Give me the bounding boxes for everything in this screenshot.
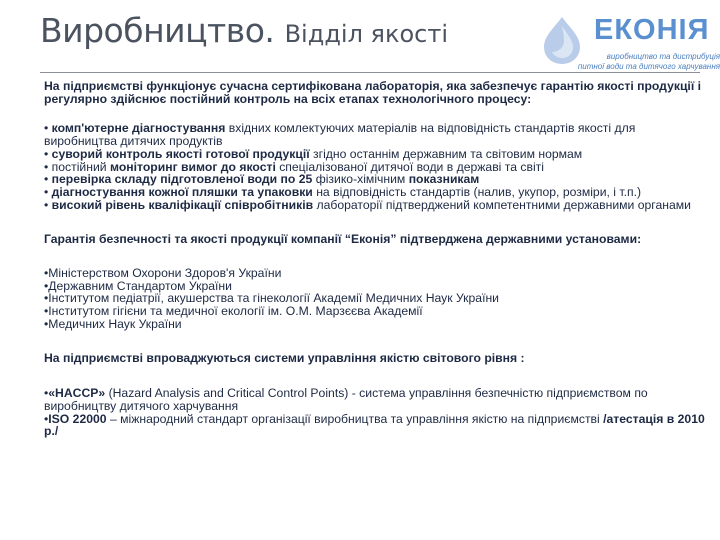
page-header	[0, 0, 720, 76]
list-item-highlight: /атестація в 2010 р./	[44, 411, 705, 439]
bullet: •	[44, 197, 49, 212]
intro-paragraph: На підприємстві функціонує сучасна сертифікована лабораторія, яка забезпечує гарантію якості продукції і регулярно здійснює постійний контроль на всіх етапах технологічного процесу:	[44, 79, 702, 106]
logo-wordmark: ЕКОНІЯ	[594, 14, 710, 46]
list-item-text: (Hazard Analysis and Critical Control Points) - система управління безпечністю підприємством по виробництву дитячого харчування	[44, 386, 648, 413]
logo-tagline-line-1: виробництво та дистрибуція	[606, 52, 720, 61]
bullet: •	[44, 146, 49, 161]
list-item-text: на відповідність стандартів (налив, укупор, розміри, і т.п.)	[312, 184, 642, 199]
list-item-highlight: діагностування кожної пляшки та упаковки	[51, 184, 313, 199]
list-item	[44, 387, 706, 412]
list-item-highlight: «HACCP»	[48, 386, 106, 401]
list-item-highlight: високий рівень кваліфікації співробітників	[51, 197, 314, 212]
bullet: •	[44, 172, 49, 187]
slide-body	[44, 80, 706, 438]
list-item-text: згідно останнім державним та світовим нормам	[309, 146, 583, 161]
list-item: •Міністерством Охорони Здоров'я України	[44, 266, 282, 281]
institutions-list	[44, 267, 706, 331]
list-item-text: постійний	[51, 159, 110, 174]
logo-tagline	[570, 52, 720, 72]
lab-checks-list	[44, 122, 706, 211]
list-item-text: – міжнародний стандарт організації виробництва та управління якістю на підприємстві	[106, 411, 604, 426]
company-logo	[536, 12, 720, 76]
list-item-text: лабораторії підтверджений компетентними державними органами	[313, 197, 691, 212]
bullet: •	[44, 121, 49, 136]
list-item-highlight: показникам	[408, 172, 480, 187]
list-item: •Медичних Наук України	[44, 316, 182, 331]
list-item-highlight: перевірка складу підготовленої води по 25	[51, 172, 313, 187]
page-title-main: Виробництво.	[40, 11, 275, 50]
logo-tagline-line-2: питної води та дитячого харчування	[577, 62, 720, 71]
list-item-highlight: моніторинг вимог до якості	[109, 159, 276, 174]
bullet: •	[44, 386, 49, 401]
list-item-text: фізико-хімічним	[312, 172, 409, 187]
guarantee-heading: Гарантія безпечності та якості продукції компанії “Еконія” підтверджена державними установами:	[44, 232, 642, 247]
list-item-highlight: ISO 22000	[48, 411, 107, 426]
bullet: •	[44, 411, 49, 426]
list-item-text: спеціалізованої дитячої води в державі та світі	[275, 159, 544, 174]
list-item: •Державним Стандартом України	[44, 278, 232, 293]
list-item-text: вхідних комлектуючих матеріалів на відповідність стандартів якості для виробництва дитячих продуктів	[44, 121, 636, 149]
page-title	[40, 11, 449, 50]
list-item-highlight: комп'ютерне діагностування	[51, 121, 226, 136]
bullet: •	[44, 159, 49, 174]
quality-systems-list	[44, 387, 706, 438]
bullet: •	[44, 184, 49, 199]
list-item: •Інститутом педіатрії, акушерства та гінекології Академії Медичних Наук України	[44, 291, 499, 306]
list-item	[44, 199, 706, 212]
list-item-highlight: суворий контроль якості готової продукції	[51, 146, 310, 161]
systems-heading: На підприємстві впроваджуються системи управління якістю світового рівня :	[44, 350, 525, 365]
list-item	[44, 122, 706, 147]
page-title-sub: Відділ якості	[284, 20, 449, 48]
list-item	[44, 413, 706, 438]
header-divider	[40, 72, 700, 73]
list-item: •Інститутом гігієни та медичної екології ім. О.М. Марзєєва Академії	[44, 304, 423, 319]
